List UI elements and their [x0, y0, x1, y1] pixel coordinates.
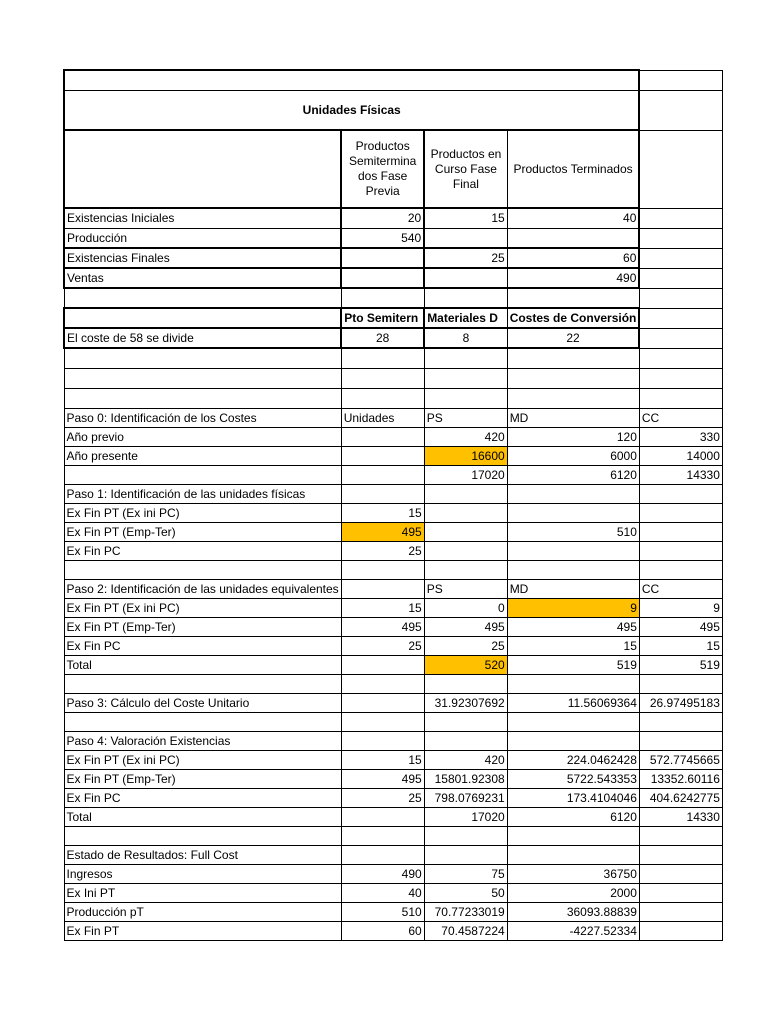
cell[interactable]	[639, 902, 722, 921]
cell[interactable]: 13352.60116	[639, 769, 722, 788]
cell[interactable]	[424, 845, 507, 864]
cell[interactable]: 17020	[424, 807, 507, 826]
cell[interactable]	[424, 560, 507, 579]
cell[interactable]: 15	[341, 750, 424, 769]
row-label: Ex Fin PT (Ex ini PC)	[64, 598, 341, 617]
cell[interactable]: 75	[424, 864, 507, 883]
row-label: Ex Fin PT (Ex ini PC)	[64, 750, 341, 769]
row-label: El coste de 58 se divide	[64, 328, 341, 348]
section-label: Paso 1: Identificación de las unidades físicas	[64, 484, 341, 503]
highlighted-cell[interactable]: 495	[341, 522, 424, 541]
cell[interactable]: 22	[507, 328, 639, 348]
table-row	[64, 617, 722, 636]
section-label: Paso 4: Valoración Existencias	[64, 731, 341, 750]
cell[interactable]: 490	[341, 864, 424, 883]
cell[interactable]	[424, 674, 507, 693]
cell[interactable]	[341, 388, 424, 408]
cell[interactable]: 14000	[639, 446, 722, 465]
cell[interactable]	[64, 712, 341, 731]
cell[interactable]: 40	[341, 883, 424, 902]
cell[interactable]: 15	[341, 503, 424, 522]
cell[interactable]	[341, 731, 424, 750]
cell[interactable]: 519	[507, 655, 639, 674]
row-label: Total	[64, 655, 341, 674]
cell[interactable]	[507, 503, 639, 522]
cell[interactable]: 420	[424, 750, 507, 769]
cell[interactable]	[507, 388, 639, 408]
cell[interactable]	[64, 826, 341, 845]
cell[interactable]: 25	[424, 636, 507, 655]
cell[interactable]	[341, 560, 424, 579]
cell[interactable]	[341, 248, 424, 268]
cell[interactable]	[424, 268, 507, 288]
cell[interactable]	[639, 228, 722, 248]
cell[interactable]	[639, 208, 722, 228]
table-row	[64, 921, 722, 940]
cell[interactable]	[64, 560, 341, 579]
row-label: Ex Fin PC	[64, 541, 341, 560]
cell[interactable]	[639, 248, 722, 268]
cell[interactable]	[424, 484, 507, 503]
header-pt: Productos Terminados	[507, 130, 639, 208]
cell[interactable]: 572.7745665	[639, 750, 722, 769]
table-row	[64, 598, 722, 617]
cell[interactable]	[639, 503, 722, 522]
cell[interactable]	[64, 674, 341, 693]
cell[interactable]: 2000	[507, 883, 639, 902]
cell[interactable]: 510	[341, 902, 424, 921]
cell[interactable]	[341, 484, 424, 503]
table-row	[64, 522, 722, 541]
cell[interactable]	[424, 731, 507, 750]
table-row	[64, 845, 722, 864]
cell[interactable]	[639, 328, 722, 348]
cell[interactable]	[64, 70, 639, 90]
table-row	[64, 750, 722, 769]
cell[interactable]: 6120	[507, 465, 639, 484]
row-label: Ex Fin PT (Emp-Ter)	[64, 617, 341, 636]
cell[interactable]	[639, 541, 722, 560]
cell[interactable]	[341, 655, 424, 674]
table-row	[64, 655, 722, 674]
cell[interactable]: 17020	[424, 465, 507, 484]
table-row	[64, 883, 722, 902]
sheet-row	[64, 70, 722, 90]
cell[interactable]	[341, 465, 424, 484]
cell[interactable]: 70.77233019	[424, 902, 507, 921]
cell[interactable]	[639, 90, 722, 130]
cell[interactable]: 490	[507, 268, 639, 288]
cell[interactable]	[639, 130, 722, 208]
row-label: Existencias Finales	[64, 248, 341, 268]
cell[interactable]	[341, 693, 424, 712]
cell[interactable]: 25	[424, 248, 507, 268]
cell[interactable]	[341, 579, 424, 598]
cell[interactable]: 495	[341, 617, 424, 636]
cell[interactable]	[507, 288, 639, 308]
cell[interactable]	[341, 446, 424, 465]
row-label: Ex Fin PT (Ex ini PC)	[64, 503, 341, 522]
cell[interactable]: 14330	[639, 465, 722, 484]
cell[interactable]	[639, 883, 722, 902]
cell[interactable]: 173.4104046	[507, 788, 639, 807]
cell[interactable]: 0	[424, 598, 507, 617]
cell[interactable]: 36750	[507, 864, 639, 883]
cell[interactable]	[341, 368, 424, 388]
cell[interactable]: 14330	[639, 807, 722, 826]
cell[interactable]: 120	[507, 427, 639, 446]
row-label: Ex Fin PT	[64, 921, 341, 940]
cell[interactable]	[507, 368, 639, 388]
cell[interactable]: -4227.52334	[507, 921, 639, 940]
cell[interactable]: 224.0462428	[507, 750, 639, 769]
cell[interactable]: 70.4587224	[424, 921, 507, 940]
cell[interactable]: 15	[507, 636, 639, 655]
cell[interactable]: 25	[341, 636, 424, 655]
cell[interactable]: PS	[424, 579, 507, 598]
cell[interactable]: MD	[507, 408, 639, 427]
cell[interactable]	[639, 845, 722, 864]
cell[interactable]: MD	[507, 579, 639, 598]
cell[interactable]: PS	[424, 408, 507, 427]
sheet-row	[64, 348, 722, 368]
cell[interactable]: 404.6242775	[639, 788, 722, 807]
cell[interactable]: 36093.88839	[507, 902, 639, 921]
sheet-row	[64, 288, 722, 308]
cell[interactable]: 40	[507, 208, 639, 228]
cell[interactable]: 60	[341, 921, 424, 940]
highlighted-cell[interactable]: 16600	[424, 446, 507, 465]
cell[interactable]: 15	[341, 598, 424, 617]
cell[interactable]	[639, 826, 722, 845]
table-row	[64, 731, 722, 750]
cell[interactable]	[639, 712, 722, 731]
cell[interactable]	[507, 674, 639, 693]
cell[interactable]	[424, 388, 507, 408]
cell[interactable]	[64, 288, 341, 308]
sheet-row	[64, 368, 722, 388]
cell[interactable]: Unidades	[341, 408, 424, 427]
cell[interactable]: 26.97495183	[639, 693, 722, 712]
cell[interactable]	[424, 826, 507, 845]
cell[interactable]	[639, 348, 722, 368]
section-label: Paso 2: Identificación de las unidades equivalentes	[64, 579, 341, 598]
cell[interactable]	[424, 712, 507, 731]
cell[interactable]: 330	[639, 427, 722, 446]
cell[interactable]	[507, 560, 639, 579]
split-header-md: Materiales D	[424, 308, 507, 328]
table-row	[64, 248, 722, 268]
row-label: Producción	[64, 228, 341, 248]
cell[interactable]	[639, 864, 722, 883]
row-label: Ventas	[64, 268, 341, 288]
highlighted-cell[interactable]: 9	[507, 598, 639, 617]
cell[interactable]: 11.56069364	[507, 693, 639, 712]
cell[interactable]	[64, 348, 341, 368]
sheet-row	[64, 712, 722, 731]
table-row	[64, 408, 722, 427]
table-row	[64, 427, 722, 446]
cell[interactable]	[341, 674, 424, 693]
cell[interactable]	[341, 712, 424, 731]
row-label	[64, 465, 341, 484]
cell[interactable]: 495	[639, 617, 722, 636]
cell[interactable]	[639, 288, 722, 308]
header-pc: Productos en Curso Fase Final	[424, 130, 507, 208]
row-label: Ex Ini PT	[64, 883, 341, 902]
cell[interactable]	[507, 845, 639, 864]
section-label: Estado de Resultados: Full Cost	[64, 845, 341, 864]
cell[interactable]: 20	[341, 208, 424, 228]
cell[interactable]	[64, 308, 341, 328]
cell[interactable]	[639, 674, 722, 693]
table-title: Unidades Físicas	[64, 90, 639, 130]
cell[interactable]	[64, 388, 341, 408]
split-header-row	[64, 308, 722, 328]
table-row	[64, 465, 722, 484]
cell[interactable]: 495	[424, 617, 507, 636]
table-row	[64, 693, 722, 712]
cell[interactable]: 8	[424, 328, 507, 348]
spreadsheet	[63, 69, 723, 941]
row-label: Existencias Iniciales	[64, 208, 341, 228]
sheet-row	[64, 826, 722, 845]
cell[interactable]	[507, 348, 639, 368]
section-label: Paso 0: Identificación de los Costes	[64, 408, 341, 427]
cell[interactable]	[424, 228, 507, 248]
cell[interactable]	[639, 522, 722, 541]
header-row	[64, 130, 722, 208]
row-label: Ex Fin PC	[64, 636, 341, 655]
cell[interactable]	[507, 484, 639, 503]
row-label: Total	[64, 807, 341, 826]
sheet-row	[64, 560, 722, 579]
table-row	[64, 807, 722, 826]
cell[interactable]	[64, 130, 341, 208]
cell[interactable]	[424, 288, 507, 308]
cell[interactable]: CC	[639, 579, 722, 598]
cell[interactable]	[639, 368, 722, 388]
row-label: Ingresos	[64, 864, 341, 883]
cell[interactable]	[507, 712, 639, 731]
cell[interactable]: 540	[341, 228, 424, 248]
table-row	[64, 788, 722, 807]
row-label: Año presente	[64, 446, 341, 465]
cell[interactable]: 519	[639, 655, 722, 674]
table-row	[64, 579, 722, 598]
cell[interactable]: 50	[424, 883, 507, 902]
table-row	[64, 208, 722, 228]
cell[interactable]	[341, 845, 424, 864]
cell[interactable]: 25	[341, 541, 424, 560]
split-header-cc: Costes de Conversión	[507, 308, 639, 328]
cell[interactable]	[639, 70, 722, 90]
table-row	[64, 636, 722, 655]
table-row	[64, 228, 722, 248]
cell[interactable]	[507, 731, 639, 750]
row-label: Ex Fin PT (Emp-Ter)	[64, 522, 341, 541]
sheet-row	[64, 388, 722, 408]
cell[interactable]	[639, 308, 722, 328]
cell[interactable]: 798.0769231	[424, 788, 507, 807]
cell[interactable]	[341, 268, 424, 288]
cell[interactable]	[424, 541, 507, 560]
table-row	[64, 769, 722, 788]
cell[interactable]	[424, 522, 507, 541]
table-row	[64, 503, 722, 522]
cell[interactable]	[424, 368, 507, 388]
split-header-ps: Pto Semitern	[341, 308, 424, 328]
cell[interactable]	[507, 826, 639, 845]
section-label: Paso 3: Cálculo del Coste Unitario	[64, 693, 341, 712]
cell[interactable]	[639, 484, 722, 503]
cell[interactable]: 15	[639, 636, 722, 655]
cell[interactable]	[424, 348, 507, 368]
cell[interactable]: 420	[424, 427, 507, 446]
cell[interactable]: 6000	[507, 446, 639, 465]
sheet-row	[64, 90, 722, 130]
table-row	[64, 268, 722, 288]
cell[interactable]	[64, 368, 341, 388]
split-row	[64, 328, 722, 348]
cell[interactable]	[341, 807, 424, 826]
cell[interactable]	[341, 826, 424, 845]
cell[interactable]	[507, 541, 639, 560]
cell[interactable]	[639, 560, 722, 579]
row-label: Ex Fin PC	[64, 788, 341, 807]
table-row	[64, 446, 722, 465]
cell[interactable]: 5722.543353	[507, 769, 639, 788]
cell[interactable]: 28	[341, 328, 424, 348]
cell[interactable]: 15	[424, 208, 507, 228]
table-row	[64, 902, 722, 921]
cell[interactable]	[639, 921, 722, 940]
cell[interactable]	[341, 427, 424, 446]
cell[interactable]: CC	[639, 408, 722, 427]
table-row	[64, 484, 722, 503]
sheet-row	[64, 674, 722, 693]
cell[interactable]: 510	[507, 522, 639, 541]
cell[interactable]	[639, 731, 722, 750]
cell[interactable]	[341, 288, 424, 308]
cell[interactable]: 60	[507, 248, 639, 268]
cell[interactable]: 31.92307692	[424, 693, 507, 712]
cell[interactable]: 9	[639, 598, 722, 617]
cell[interactable]: 6120	[507, 807, 639, 826]
cell[interactable]	[639, 388, 722, 408]
cell[interactable]: 495	[341, 769, 424, 788]
cell[interactable]: 15801.92308	[424, 769, 507, 788]
row-label: Ex Fin PT (Emp-Ter)	[64, 769, 341, 788]
row-label: Producción pT	[64, 902, 341, 921]
highlighted-cell[interactable]: 520	[424, 655, 507, 674]
table-row	[64, 541, 722, 560]
cell[interactable]	[424, 503, 507, 522]
cell[interactable]	[341, 348, 424, 368]
cell[interactable]	[639, 268, 722, 288]
header-ps: Productos Semitermina dos Fase Previa	[341, 130, 424, 208]
cell[interactable]: 25	[341, 788, 424, 807]
cell[interactable]	[507, 228, 639, 248]
table-row	[64, 864, 722, 883]
cell[interactable]: 495	[507, 617, 639, 636]
row-label: Año previo	[64, 427, 341, 446]
